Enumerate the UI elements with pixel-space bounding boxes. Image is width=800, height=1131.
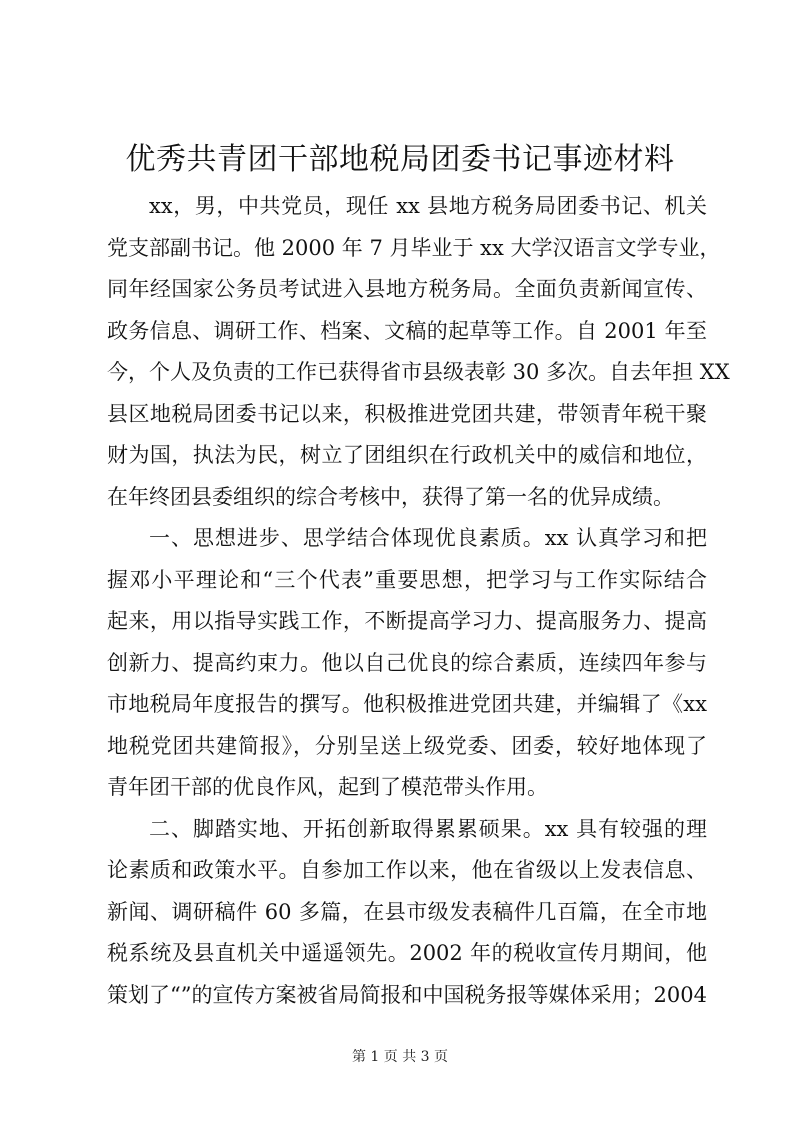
text-line: 财为国，执法为民，树立了团组织在行政机关中的威信和地位， [107,443,707,467]
text-line: 论素质和政策水平。自参加工作以来，他在省级以上发表信息、 [107,858,707,882]
document-title: 优秀共青团干部地税局团委书记事迹材料 [125,142,675,177]
text-line: 新闻、调研稿件 60 多篇，在县市级发表稿件几百篇，在全市地 [107,899,707,924]
page-number-footer: 第 1 页 共 3 页 [351,1049,449,1065]
text-line: 同年经国家公务员考试进入县地方税务局。全面负责新闻宣传、 [107,277,707,301]
text-line: 策划了“”的宣传方案被省局简报和中国税务报等媒体采用；2004 [107,982,707,1007]
text-line: 今，个人及负责的工作已获得省市县级表彰 30 多次。自去年担 XX [107,360,730,384]
text-line: 青年团干部的优良作风，起到了模范带头作用。 [107,775,548,799]
text-line: 二、脚踏实地、开拓创新取得累累硕果。xx 具有较强的理 [149,816,707,841]
document-body [107,186,730,1016]
text-line: 一、思想进步、思学结合体现优良素质。xx 认真学习和把 [149,526,707,550]
text-line: 税系统及县直机关中遥遥领先。2002 年的税收宣传月期间，他 [107,941,707,965]
text-line: 创新力、提高约束力。他以自己优良的综合素质，连续四年参与 [107,650,707,675]
paragraph-intro [107,186,730,518]
text-line: 市地税局年度报告的撰写。他积极推进党团共建，并编辑了《xx [107,692,707,716]
text-line: 起来，用以指导实践工作，不断提高学习力、提高服务力、提高 [107,609,707,633]
text-line: xx，男，中共党员，现任 xx 县地方税务局团委书记、机关 [149,194,707,218]
text-line: 在年终团县委组织的综合考核中，获得了第一名的优异成绩。 [107,484,674,509]
text-line: 党支部副书记。他 2000 年 7 月毕业于 xx 大学汉语言文学专业， [107,235,721,260]
text-line: 地税党团共建简报》，分别呈送上级党委、团委，较好地体现了 [107,733,707,758]
paragraph-section-two [107,809,707,1017]
text-line: 政务信息、调研工作、档案、文稿的起草等工作。自 2001 年至 [107,318,707,343]
text-line: 握邓小平理论和“三个代表”重要思想，把学习与工作实际结合 [107,567,707,592]
text-line: 县区地税局团委书记以来，积极推进党团共建，带领青年税干聚 [107,401,707,426]
paragraph-section-one [107,518,707,809]
